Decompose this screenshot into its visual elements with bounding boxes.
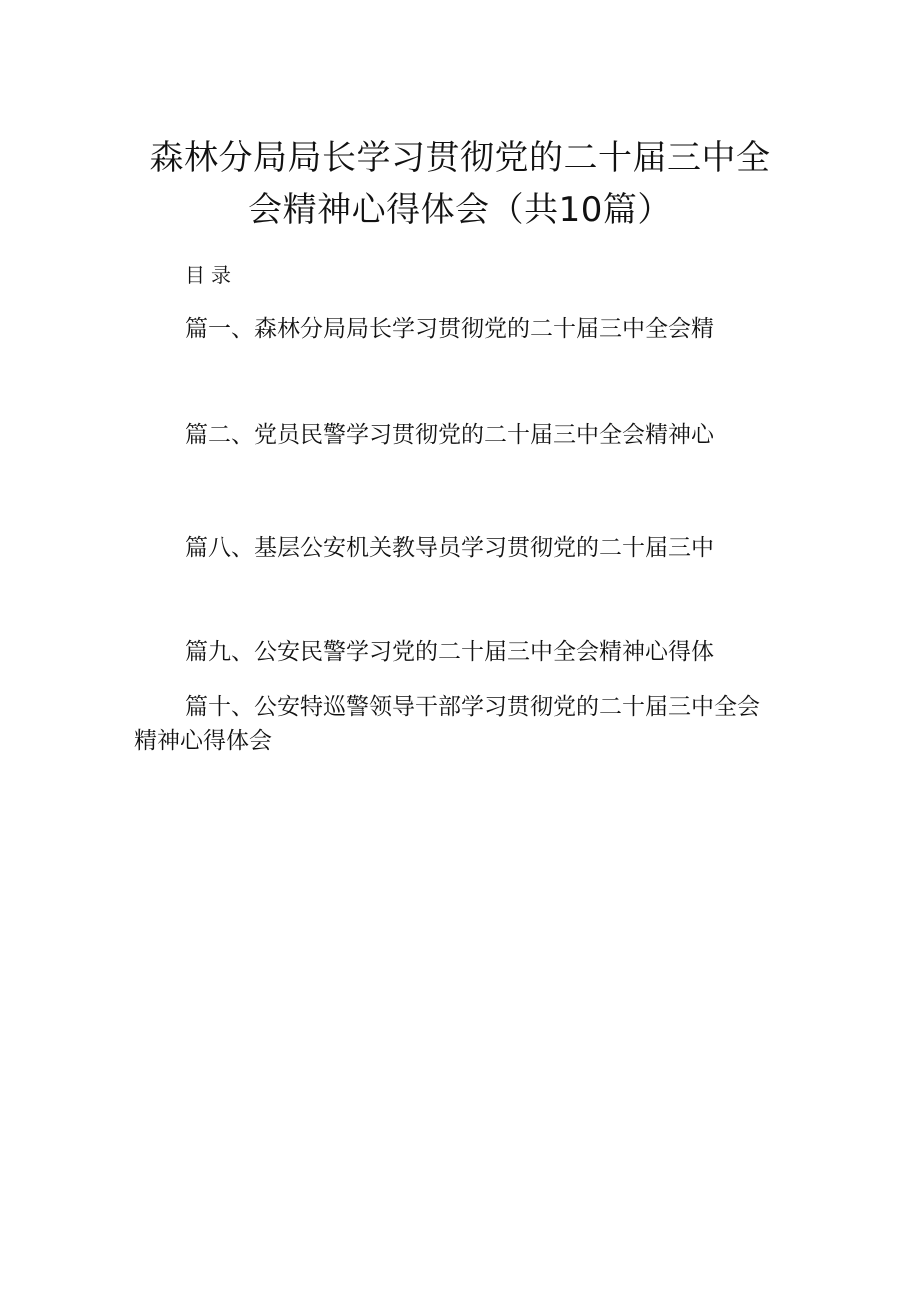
toc-item-1[interactable]: 篇一、森林分局局长学习贯彻党的二十届三中全会精	[185, 316, 714, 342]
title-line-2: 会精神心得体会（共10篇）	[248, 190, 672, 230]
toc-item-5[interactable]: 篇十、公安特巡警领导干部学习贯彻党的二十届三中全会精神心得体会	[134, 694, 760, 754]
toc-item-4[interactable]: 篇九、公安民警学习党的二十届三中全会精神心得体	[185, 639, 714, 665]
title-line-1: 森林分局局长学习贯彻党的二十届三中全	[149, 138, 771, 178]
document-title	[130, 132, 790, 236]
toc-label: 目录	[185, 263, 237, 287]
toc-item-2[interactable]: 篇二、党员民警学习贯彻党的二十届三中全会精神心	[185, 422, 714, 448]
toc-item-3[interactable]: 篇八、基层公安机关教导员学习贯彻党的二十届三中	[185, 535, 714, 561]
